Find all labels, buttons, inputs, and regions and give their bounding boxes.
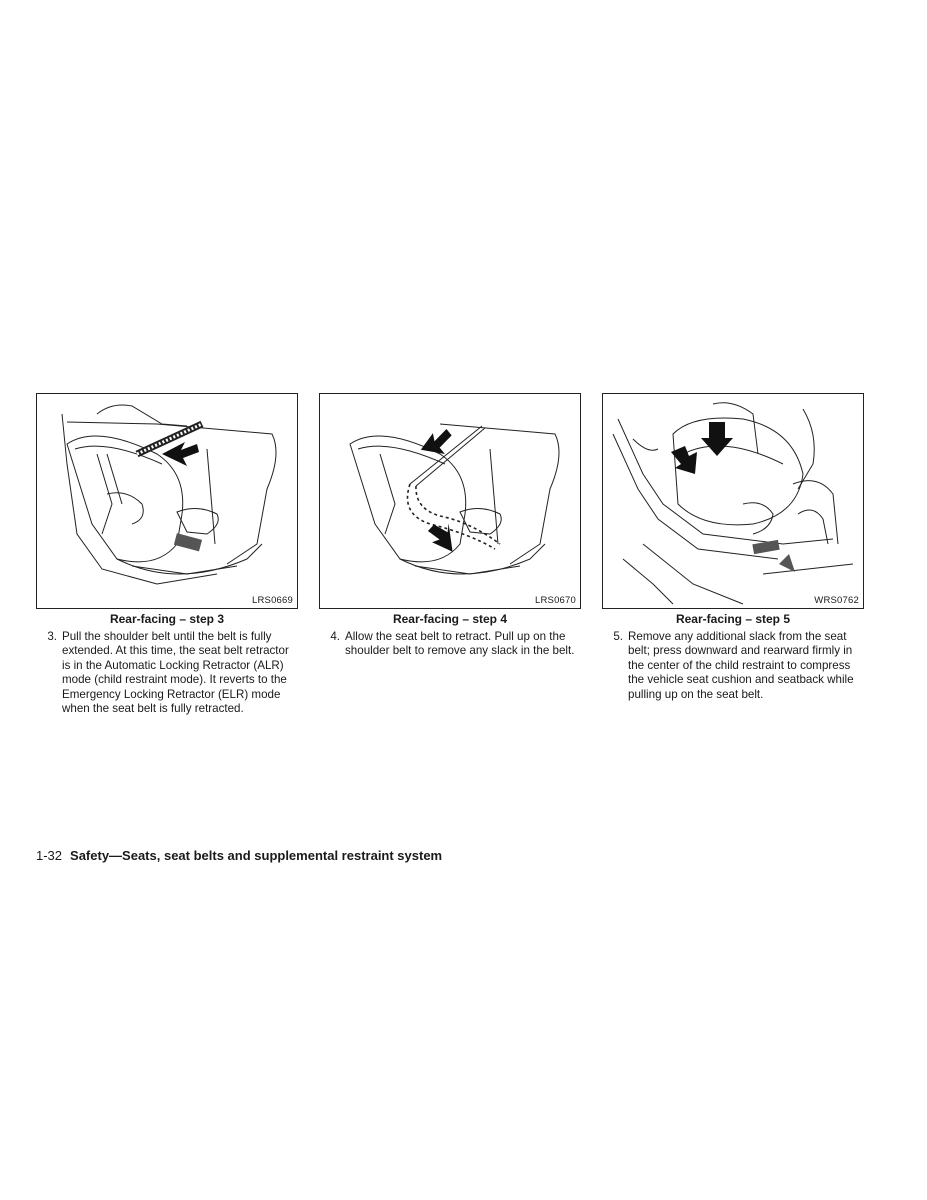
figure-caption: Rear-facing – step 4 [392,612,508,626]
figure-code: LRS0670 [534,595,576,606]
step-5-instructions [602,630,864,702]
step-number: 3. [47,630,57,643]
figure-caption: Rear-facing – step 5 [675,612,791,626]
illustration-step-5 [603,394,863,608]
figure-code: LRS0669 [251,595,293,606]
step-text: Remove any additional slack from the seat belt; press downward and rearward firmly in the center of the child restraint to compress the vehicle seat cushion and seatback while pulling up on the seat belt. [628,630,854,701]
step-3-instructions [36,630,298,716]
step-number: 4. [330,630,340,643]
illustration-step-3 [37,394,297,608]
figure-step-4 [319,393,581,609]
step-4-instructions [319,630,581,659]
page-footer [36,848,442,863]
step-3-column [36,393,298,716]
figure-caption: Rear-facing – step 3 [109,612,225,626]
section-title: Safety—Seats, seat belts and supplemental restraint system [70,848,443,863]
step-text: Allow the seat belt to retract. Pull up on the shoulder belt to remove any slack in the belt. [345,630,575,658]
page-number: 1-32 [36,848,63,863]
step-5-column [602,393,864,702]
figure-step-3 [36,393,298,609]
figure-code: WRS0762 [814,595,859,606]
step-number: 5. [613,630,623,643]
figure-step-5 [602,393,864,609]
step-text: Pull the shoulder belt until the belt is fully extended. At this time, the seat belt retractor is in the Automatic Locking Retractor (ALR) mode (child restraint mode). It reverts to the Emergency Locking Retractor (ELR) mode when the seat belt is fully retracted. [62,630,289,716]
step-4-column [319,393,581,659]
illustration-step-4 [320,394,580,608]
